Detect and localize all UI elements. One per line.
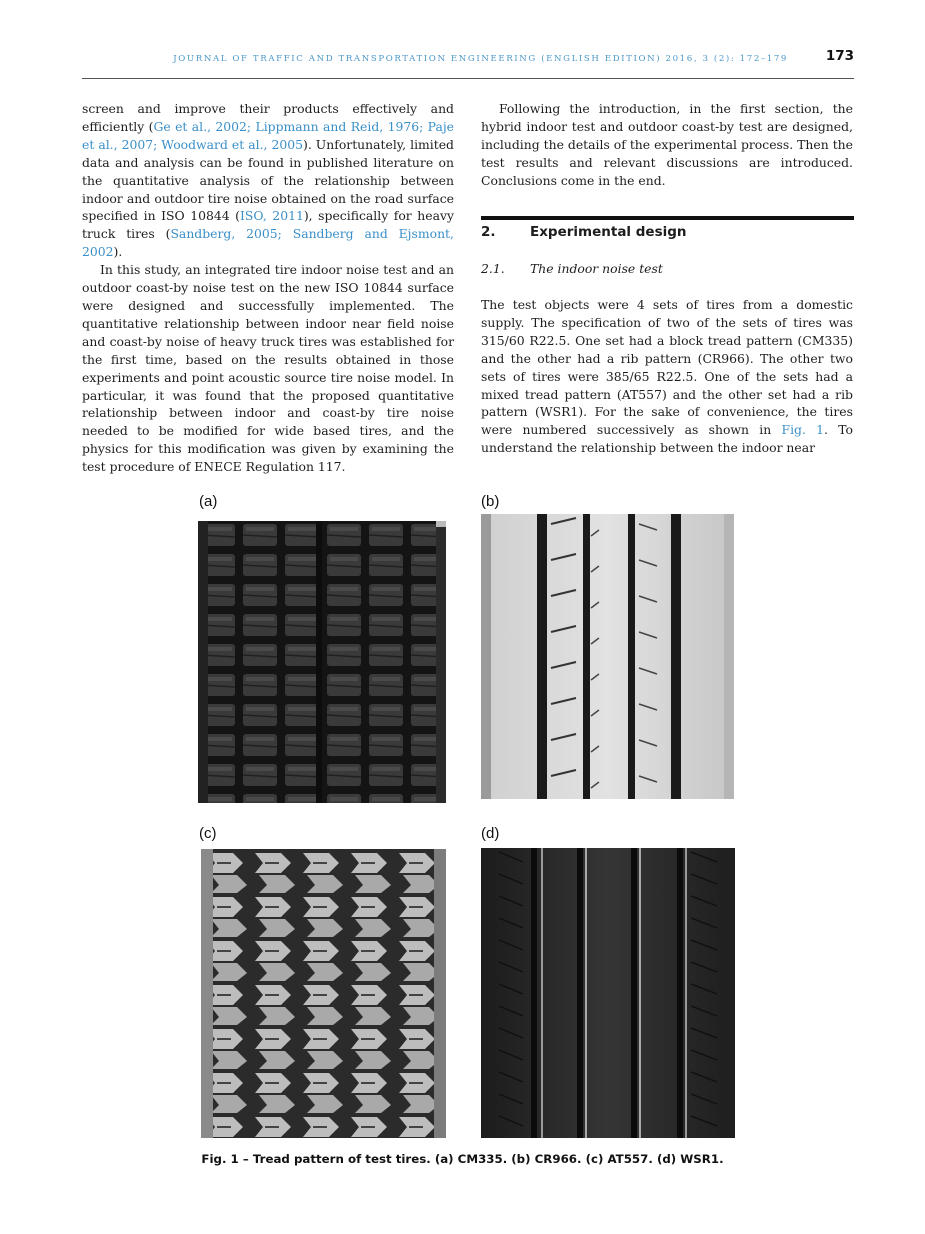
text-span: screen and improve their products effectively and efficiently ( <box>82 101 454 134</box>
panel-label-c: (c) <box>199 825 217 842</box>
subsection-heading <box>481 261 663 276</box>
tire-photo-a <box>198 521 446 803</box>
paragraph-continuation <box>82 100 454 261</box>
panel-label-a: (a) <box>199 493 218 510</box>
citation-link[interactable]: Ge et al., 2002; Lippmann and Reid, 1976; Paje et al., 2007; Woodward et al., 2005 <box>82 118 455 152</box>
paragraph-outline: Following the introduction, in the first section, the hybrid indoor test and outdoor coast-by test are designed, including the details of the experimental process. Then the test results and relevant discussions are introduced. Conclusions come in the end. <box>481 101 853 188</box>
paragraph-test-objects <box>481 296 853 457</box>
citation-link[interactable]: ISO, 2011 <box>240 208 304 224</box>
section-number: 2. <box>481 224 496 240</box>
journal-title: JOURNAL OF TRAFFIC AND TRANSPORTATION ENGINEERING (ENGLISH EDITION) 2016, 3 (2): 172–179 <box>173 54 788 64</box>
right-column-body <box>481 296 853 457</box>
right-column-top <box>481 100 853 190</box>
text-span: The test objects were 4 sets of tires from a domestic supply. The specification of two of the sets of tires was 315/60 R22.5. One set had a block tread pattern (CM335) and the other had a rib pattern (CR966). The other two sets of tires were 385/65 R22.5. One of the sets had a mixed tread pattern (AT557) and the other set had a rib pattern (WSR1). For the sake of convenience, the tires were numbered successively as shown in <box>481 297 853 438</box>
section-rule <box>481 216 854 220</box>
page-number: 173 <box>825 48 854 64</box>
panel-label-d: (d) <box>481 825 500 842</box>
section-title: Experimental design <box>530 224 687 240</box>
figure-caption: Fig. 1 – Tread pattern of test tires. (a) CM335. (b) CR966. (c) AT557. (d) WSR1. <box>201 1152 724 1166</box>
text-span: ), specifically for heavy truck tires ( <box>82 208 454 242</box>
section-heading <box>481 224 687 240</box>
tire-photo-d <box>481 848 735 1138</box>
tire-photo-b <box>481 514 734 799</box>
subsection-number: 2.1. <box>481 261 505 276</box>
text-span: ). Unfortunately, limited data and analysis can be found in published literature on the quantitative analysis of the relationship between indoor and outdoor tire noise obtained on the road surface specified in ISO 10844 ( <box>82 136 454 224</box>
citation-link[interactable]: Sandberg, 2005; Sandberg and Ejsmont, 2002 <box>82 226 454 260</box>
left-column <box>82 100 454 476</box>
subsection-title: The indoor noise test <box>530 261 663 276</box>
running-header <box>82 48 854 68</box>
text-span: . To understand the relationship between the indoor near <box>481 422 853 456</box>
tire-photo-c <box>201 849 446 1138</box>
paragraph-study: In this study, an integrated tire indoor noise test and an outdoor coast-by noise test on the new ISO 10844 surface were designed and successfully implemented. The quantitative relationship between indoor near field noise and coast-by noise of heavy truck tires was established for the first time, based on the results obtained in those experiments and point acoustic source tire noise model. In particular, it was found that the proposed quantitative relationship between indoor and coast-by tire noise needed to be modified for wide based tires, and the physics for this modification was given by examining the test procedure of ENECE Regulation 117. <box>82 262 454 475</box>
panel-label-b: (b) <box>481 493 500 510</box>
figure-link[interactable]: Fig. 1 <box>781 422 825 438</box>
header-rule <box>82 78 854 79</box>
text-span: ). <box>113 244 123 260</box>
